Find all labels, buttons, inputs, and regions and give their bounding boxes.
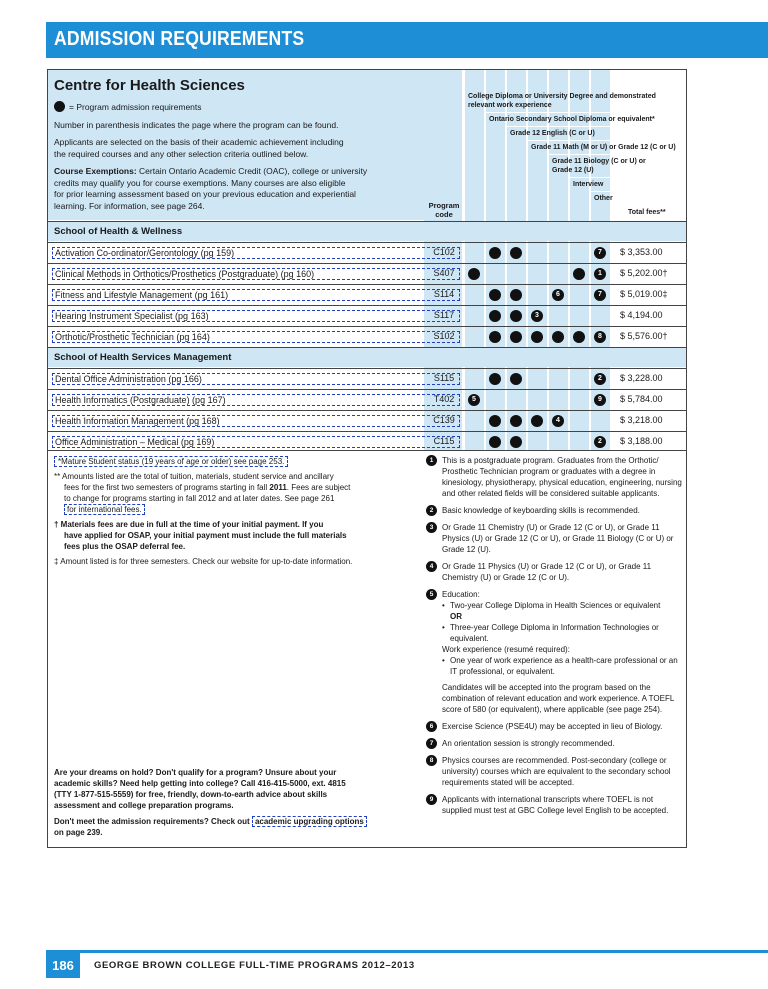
footnote-6: 6 Exercise Science (PSE4U) may be accepted in lieu of Biology.	[426, 721, 682, 732]
footnote-4-icon: 4	[552, 415, 564, 427]
col-header-grade12-english: Grade 12 English (C or U)	[510, 130, 595, 137]
footnote-8: 8 Physics courses are recommended. Post-secondary (college or university) courses which are equivalent to the secondary school requirements stated will be accepted.	[426, 755, 682, 788]
footnote-3-icon: 3	[426, 522, 437, 533]
col-header-total-fees: Total fees**	[628, 209, 666, 216]
footnote-2-icon: 2	[426, 505, 437, 516]
program-code: S114	[433, 289, 455, 299]
footnote-2-icon: 2	[594, 436, 606, 448]
program-link[interactable]: Office Administration – Medical (pg 169)	[52, 436, 460, 448]
col-header-other: Other	[594, 195, 613, 202]
page-title: ADMISSION REQUIREMENTS	[54, 28, 305, 50]
footnote-4: 4 Or Grade 11 Physics (U) or Grade 12 (C or U), or Grade 11 Chemistry (U) or Grade 12 (C or U).	[426, 561, 682, 583]
program-link[interactable]: Health Informatics (Postgraduate) (pg 167)	[52, 394, 460, 406]
fee-amount: $ 4,194.00	[620, 310, 663, 320]
footnote-4-icon: 4	[426, 561, 437, 572]
fee-amount: $ 5,576.00†	[620, 331, 668, 341]
centre-title: Centre for Health Sciences	[54, 77, 245, 94]
mature-student-link[interactable]: *Mature Student status (19 years of age or older) see page 253.	[54, 456, 288, 467]
footnotes-left: *Mature Student status (19 years of age or older) see page 253. ** Amounts listed are the total of tuition, materials, student service and ancillary fees for the first two semesters of programs starting in fall 2011. Fees are subject to change for programs starting in fall 2012 and at later dates. See page 261 for international fees. † Materials fees are due in full at the time of your initial payment. If you have applied for OSAP, your initial payment must include the full materials fees plus the OSAP deferral fee. ‡ Amount listed is for three semesters. Check our website for up-to-date information.	[54, 457, 353, 566]
footnote-3-icon: 3	[531, 310, 543, 322]
requirement-dot-icon	[510, 373, 522, 385]
section-health-wellness: School of Health & Wellness	[48, 221, 686, 241]
fee-amount: $ 3,218.00	[620, 415, 663, 425]
table-row	[48, 326, 686, 346]
program-code: S117	[433, 310, 455, 320]
requirement-dot-icon	[489, 289, 501, 301]
footnote-2-icon: 2	[594, 373, 606, 385]
footnote-9-icon: 9	[594, 394, 606, 406]
program-link[interactable]: Activation Co-ordinator/Gerontology (pg 159)	[52, 247, 460, 259]
footnote-6-icon: 6	[552, 289, 564, 301]
table-row	[48, 305, 686, 325]
requirement-dot-icon	[552, 331, 564, 343]
program-link[interactable]: Fitness and Lifestyle Management (pg 161)	[52, 289, 460, 301]
requirement-dot-icon	[510, 436, 522, 448]
page-number: 186	[46, 953, 80, 978]
table-row	[48, 431, 686, 451]
program-link[interactable]: Clinical Methods in Orthotics/Prosthetics (Postgraduate) (pg 160)	[52, 268, 460, 280]
program-code: C139	[433, 415, 455, 425]
requirement-dot-icon	[489, 247, 501, 259]
academic-upgrading-link[interactable]: academic upgrading options	[252, 816, 367, 827]
footer-rule	[46, 950, 768, 953]
col-header-ossd: Ontario Secondary School Diploma or equivalent*	[489, 116, 655, 123]
fee-amount: $ 5,784.00	[620, 394, 663, 404]
table-row	[48, 389, 686, 409]
footnote-9: 9 Applicants with international transcripts where TOEFL is not supplied must test at GBC College level English to be accepted.	[426, 794, 682, 816]
program-code: S407	[433, 268, 455, 278]
footnote-2: 2 Basic knowledge of keyboarding skills is recommended.	[426, 505, 682, 516]
help-text: Are your dreams on hold? Don't qualify for a program? Unsure about your academic skills? Need help getting into college? Call 416-415-5000, ext. 4815 (TTY 1-877-515-5559) for free, friendly, down-to-earth advice about skills assessment and college preparation programs. Don't meet the admission requirements? Check out academic upgrading options on page 239.	[54, 767, 404, 843]
international-fees-link[interactable]: for international fees.	[64, 504, 145, 515]
fee-amount: $ 3,228.00	[620, 373, 663, 383]
program-link[interactable]: Hearing Instrument Specialist (pg 163)	[52, 310, 460, 322]
footnote-7-icon: 7	[426, 738, 437, 749]
requirement-dot-icon	[510, 331, 522, 343]
program-link[interactable]: Orthotic/Prosthetic Technician (pg 164)	[52, 331, 460, 343]
table-row	[48, 410, 686, 430]
table-row	[48, 263, 686, 283]
footnote-1-icon: 1	[426, 455, 437, 466]
requirement-dot-icon	[573, 268, 585, 280]
col-header-grade11-math: Grade 11 Math (M or U) or Grade 12 (C or U)	[531, 144, 676, 151]
fee-amount: $ 3,353.00	[620, 247, 663, 257]
requirement-dot-icon	[489, 331, 501, 343]
requirement-dot-icon	[489, 436, 501, 448]
requirement-dot-icon	[531, 331, 543, 343]
table-row	[48, 242, 686, 262]
col-header-college-diploma: College Diploma or University Degree and demonstrated relevant work experience	[468, 93, 656, 109]
footnote-7: 7 An orientation session is strongly recommended.	[426, 738, 682, 749]
intro-block	[48, 70, 424, 220]
program-code: C102	[433, 247, 455, 257]
requirement-dot-icon	[510, 415, 522, 427]
intro-paragraph-3: Course Exemptions: Certain Ontario Academic Credit (OAC), college or university credits may qualify you for course exemptions. Many courses are also eligible for prior learning assessment based on your previous education and experiential learning. For information, see page 264.	[54, 166, 368, 211]
footnote-5: 5 Education: • Two-year College Diploma in Health Sciences or equivalent OR • Three-year College Diploma in Information Technologies or equivalent. Work experience (resumé required): • One year of work experience as a health-care professional or an IT professional, or equivalent. Candidates will be accepted into the program based on the combination of relevant education and work experience. A TOEFL score of 580 (or equivalent), where applicable (see page 254).	[426, 589, 682, 715]
footnotes-right	[426, 455, 682, 822]
footnote-1: 1 This is a postgraduate program. Graduates from the Orthotic/ Prosthetic Technician program or graduates with a degree in kinesiology, physiotherapy, physical education, engineering, nursing and other related fields will be considered suitable applicants.	[426, 455, 682, 499]
col-header-grade11-biology: Grade 11 Biology (C or U) or Grade 12 (U)	[552, 158, 646, 174]
requirement-dot-icon	[573, 331, 585, 343]
program-code: S115	[433, 373, 455, 383]
fee-amount: $ 3,188.00	[620, 436, 663, 446]
footnote-3: 3 Or Grade 11 Chemistry (U) or Grade 12 (C or U), or Grade 11 Physics (U) or Grade 12 (C or U), or Grade 11 Biology (C or U) or Grade 12 (U).	[426, 522, 682, 555]
footnote-6-icon: 6	[426, 721, 437, 732]
footnote-8-icon: 8	[426, 755, 437, 766]
requirement-dot-icon	[54, 101, 65, 112]
footnote-7-icon: 7	[594, 289, 606, 301]
footnote-5-icon: 5	[468, 394, 480, 406]
requirement-dot-icon	[531, 415, 543, 427]
fee-amount: $ 5,019.00‡	[620, 289, 668, 299]
footnote-1-icon: 1	[594, 268, 606, 280]
requirement-dot-icon	[489, 373, 501, 385]
intro-paragraph-2: Applicants are selected on the basis of their academic achievement including the required courses and any other selection criteria outlined below.	[54, 137, 344, 159]
footnote-7-icon: 7	[594, 247, 606, 259]
table-row	[48, 284, 686, 304]
legend	[54, 101, 202, 112]
header-bar	[46, 22, 768, 58]
admission-table-panel	[47, 69, 687, 848]
table-row	[48, 368, 686, 388]
program-link[interactable]: Dental Office Administration (pg 166)	[52, 373, 460, 385]
legend-text: = Program admission requirements	[69, 101, 202, 112]
requirement-dot-icon	[510, 289, 522, 301]
fee-amount: $ 5,202.00†	[620, 268, 668, 278]
requirement-dot-icon	[510, 310, 522, 322]
footer-title: GEORGE BROWN COLLEGE FULL-TIME PROGRAMS 2012–2013	[94, 960, 415, 971]
footnote-5-icon: 5	[426, 589, 437, 600]
program-code: C115	[433, 436, 455, 446]
footnote-8-icon: 8	[594, 331, 606, 343]
program-link[interactable]: Health Information Management (pg 168)	[52, 415, 460, 427]
program-code: S102	[433, 331, 455, 341]
footnote-9-icon: 9	[426, 794, 437, 805]
col-header-interview: Interview	[573, 181, 604, 188]
requirement-dot-icon	[510, 247, 522, 259]
requirement-dot-icon	[489, 310, 501, 322]
section-health-services-management: School of Health Services Management	[48, 347, 686, 367]
program-code: T402	[433, 394, 455, 404]
intro-paragraph-1: Number in parenthesis indicates the page where the program can be found.	[54, 120, 339, 130]
requirement-dot-icon	[468, 268, 480, 280]
requirement-dot-icon	[489, 415, 501, 427]
program-code-header: Program code	[428, 201, 460, 219]
